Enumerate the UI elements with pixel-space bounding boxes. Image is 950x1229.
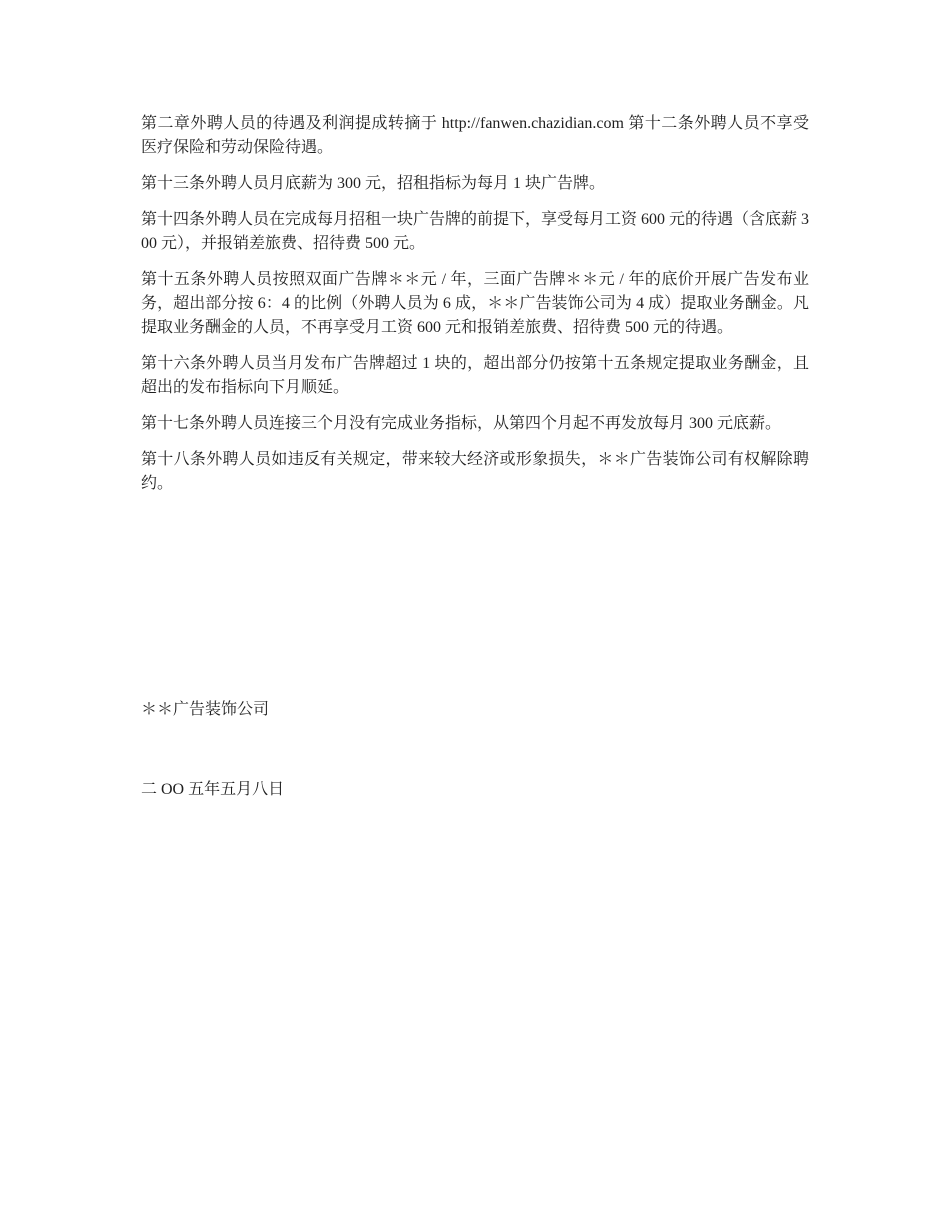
paragraph-chapter-2-article-12: 第二章外聘人员的待遇及利润提成转摘于 http://fanwen.chazidian.com 第十二条外聘人员不享受医疗保险和劳动保险待遇。 [141,115,809,156]
paragraph-article-15: 第十五条外聘人员按照双面广告牌＊＊元 / 年，三面广告牌＊＊元 / 年的底价开展广告发布业务，超出部分按 6：4 的比例（外聘人员为 6 成，＊＊广告装饰公司为 4 成）提取业务酬金。凡提取业务酬金的人员，不再享受月工资 600 元和报销差旅费、招待费 500 元的待遇。 [141,271,809,336]
paragraph-article-13: 第十三条外聘人员月底薪为 300 元，招租指标为每月 1 块广告牌。 [141,175,606,192]
paragraph-article-18: 第十八条外聘人员如违反有关规定，带来较大经济或形象损失，＊＊广告装饰公司有权解除聘约。 [141,451,809,492]
document-body [141,112,809,508]
paragraph-article-17: 第十七条外聘人员连接三个月没有完成业务指标，从第四个月起不再发放每月 300 元底薪。 [141,415,782,432]
document-date: 二 OO 五年五月八日 [141,781,285,798]
company-signature: ＊＊广告装饰公司 [141,701,270,718]
paragraph-article-16: 第十六条外聘人员当月发布广告牌超过 1 块的，超出部分仍按第十五条规定提取业务酬金，且超出的发布指标向下月顺延。 [141,355,809,396]
paragraph-article-14: 第十四条外聘人员在完成每月招租一块广告牌的前提下，享受每月工资 600 元的待遇（含底薪 300 元），并报销差旅费、招待费 500 元。 [141,211,810,252]
